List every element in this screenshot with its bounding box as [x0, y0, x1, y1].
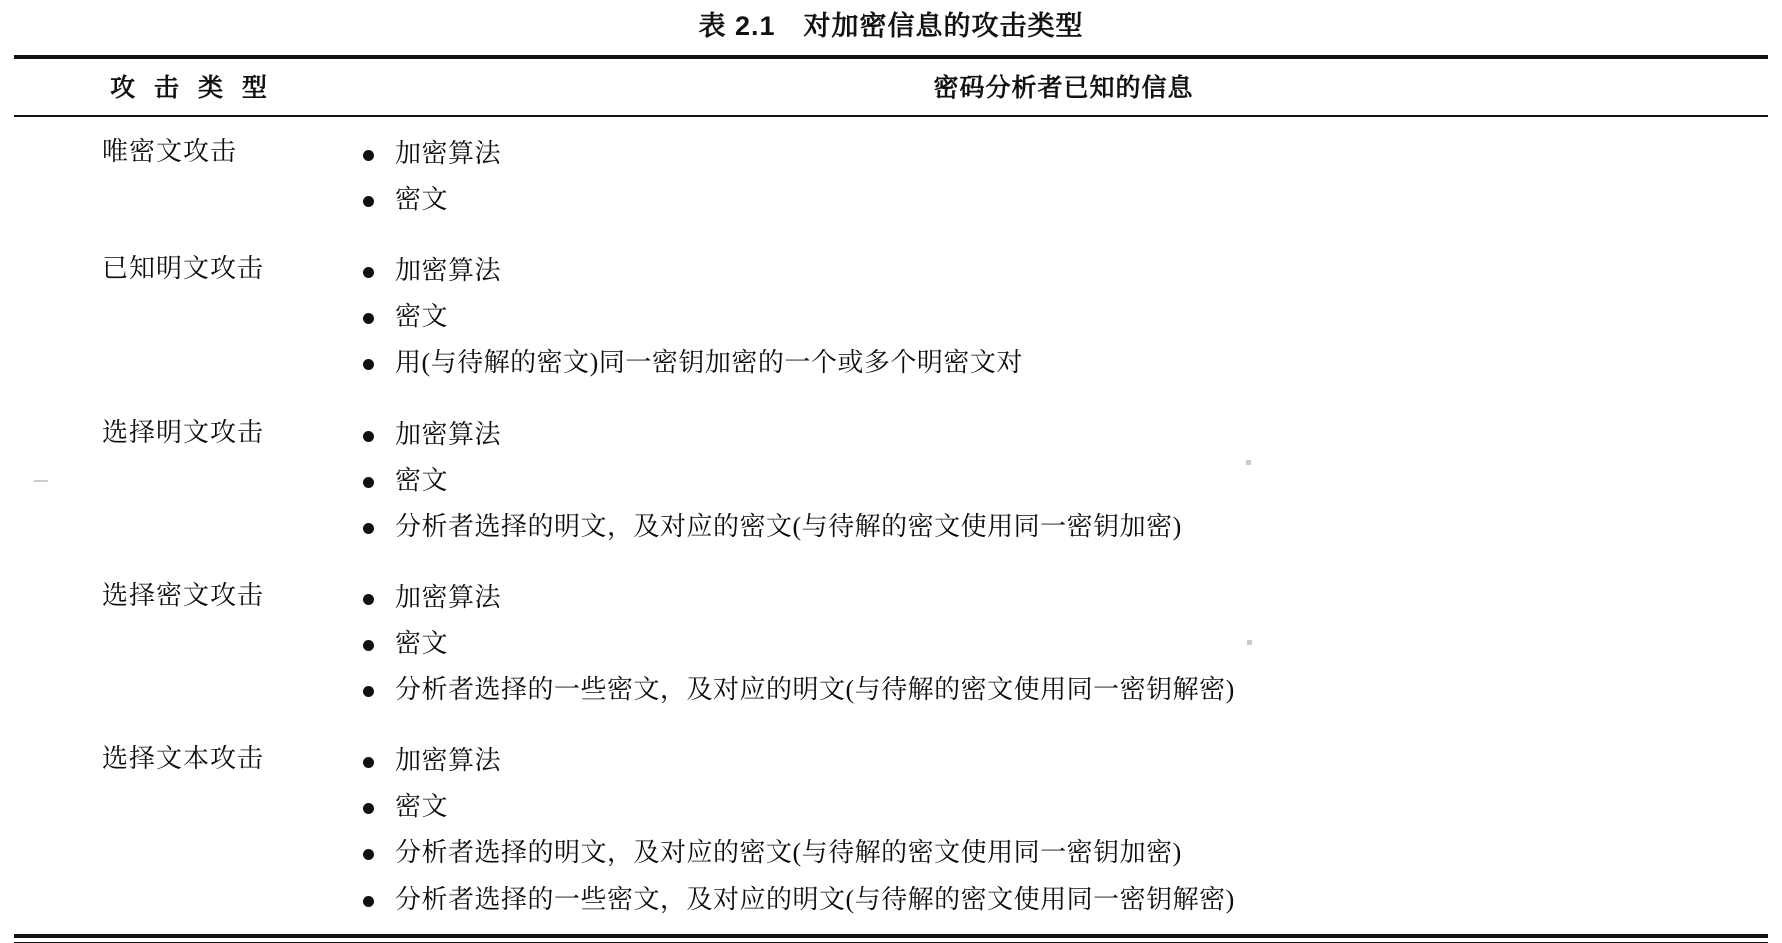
table-header	[14, 59, 1768, 115]
bullet-icon	[363, 896, 374, 907]
table-bottom-rule	[14, 934, 1768, 938]
known-info-cell	[359, 724, 1768, 933]
attack-types-table	[14, 59, 1768, 115]
attack-type-cell: 选择明文攻击	[102, 417, 265, 447]
table-row	[14, 234, 1768, 397]
list-item-label: 密文	[395, 628, 449, 658]
column-header-attack-type: 攻 击 类 型	[110, 74, 273, 102]
scan-artifact	[34, 480, 48, 482]
bullet-icon	[363, 431, 374, 442]
list-item	[361, 256, 1768, 285]
known-info-cell	[359, 117, 1768, 234]
column-header-known-info: 密码分析者已知的信息	[933, 74, 1194, 102]
list-item-label: 加密算法	[395, 746, 502, 776]
list-item	[361, 583, 1768, 612]
list-item-label: 密文	[395, 302, 449, 332]
list-item	[361, 675, 1768, 704]
bullet-icon	[363, 313, 374, 324]
bullet-icon	[363, 686, 374, 697]
attack-type-cell: 选择密文攻击	[102, 580, 265, 610]
table-row	[14, 398, 1768, 561]
list-item-label: 分析者选择的一些密文，及对应的明文(与待解的密文使用同一密钥解密)	[395, 675, 1235, 705]
list-item	[361, 302, 1768, 331]
table-header-row	[14, 59, 1768, 115]
list-item	[361, 420, 1768, 449]
table-row	[14, 117, 1768, 234]
table-bottom-rule-thin	[14, 942, 1768, 943]
list-item	[361, 512, 1768, 541]
list-item	[361, 629, 1768, 658]
list-item	[361, 139, 1768, 168]
bullet-icon	[363, 523, 374, 534]
list-item	[361, 185, 1768, 214]
list-item-label: 加密算法	[395, 582, 502, 612]
known-info-cell	[359, 398, 1768, 561]
known-info-list	[361, 256, 1768, 377]
list-item-label: 分析者选择的明文，及对应的密文(与待解的密文使用同一密钥加密)	[395, 511, 1182, 541]
list-item	[361, 792, 1768, 821]
bullet-icon	[363, 757, 374, 768]
known-info-list	[361, 420, 1768, 541]
list-item-label: 用(与待解的密文)同一密钥加密的一个或多个明密文对	[395, 348, 1023, 378]
attack-type-cell: 唯密文攻击	[102, 137, 238, 166]
table-row	[14, 724, 1768, 933]
list-item	[361, 348, 1768, 377]
list-item-label: 密文	[395, 792, 449, 822]
scan-artifact	[1246, 460, 1251, 465]
list-item	[361, 838, 1768, 867]
list-item-label: 分析者选择的一些密文，及对应的明文(与待解的密文使用同一密钥解密)	[395, 884, 1235, 914]
attack-type-cell: 已知明文攻击	[102, 254, 265, 284]
list-item-label: 加密算法	[395, 419, 502, 449]
known-info-list	[361, 139, 1768, 214]
table-row	[14, 561, 1768, 724]
list-item	[361, 746, 1768, 775]
attack-types-table-container	[6, 0, 1776, 943]
bullet-icon	[363, 594, 374, 605]
known-info-cell	[359, 561, 1768, 724]
bullet-icon	[363, 196, 374, 207]
bullet-icon	[363, 849, 374, 860]
attack-types-table-body	[14, 117, 1768, 934]
bullet-icon	[363, 803, 374, 814]
bullet-icon	[363, 640, 374, 651]
list-item	[361, 466, 1768, 495]
list-item-label: 密文	[395, 465, 449, 495]
known-info-cell	[359, 234, 1768, 397]
list-item-label: 加密算法	[395, 139, 502, 168]
list-item-label: 分析者选择的明文，及对应的密文(与待解的密文使用同一密钥加密)	[395, 838, 1182, 868]
attack-type-cell: 选择文本攻击	[102, 744, 265, 774]
known-info-list	[361, 583, 1768, 704]
bullet-icon	[363, 267, 374, 278]
known-info-list	[361, 746, 1768, 913]
list-item-label: 密文	[395, 185, 449, 215]
list-item	[361, 885, 1768, 914]
bullet-icon	[363, 359, 374, 370]
bullet-icon	[363, 477, 374, 488]
table-caption: 表 2.1 对加密信息的攻击类型	[698, 11, 1084, 41]
bullet-icon	[363, 150, 374, 161]
scan-artifact	[1247, 640, 1252, 645]
list-item-label: 加密算法	[395, 256, 502, 286]
